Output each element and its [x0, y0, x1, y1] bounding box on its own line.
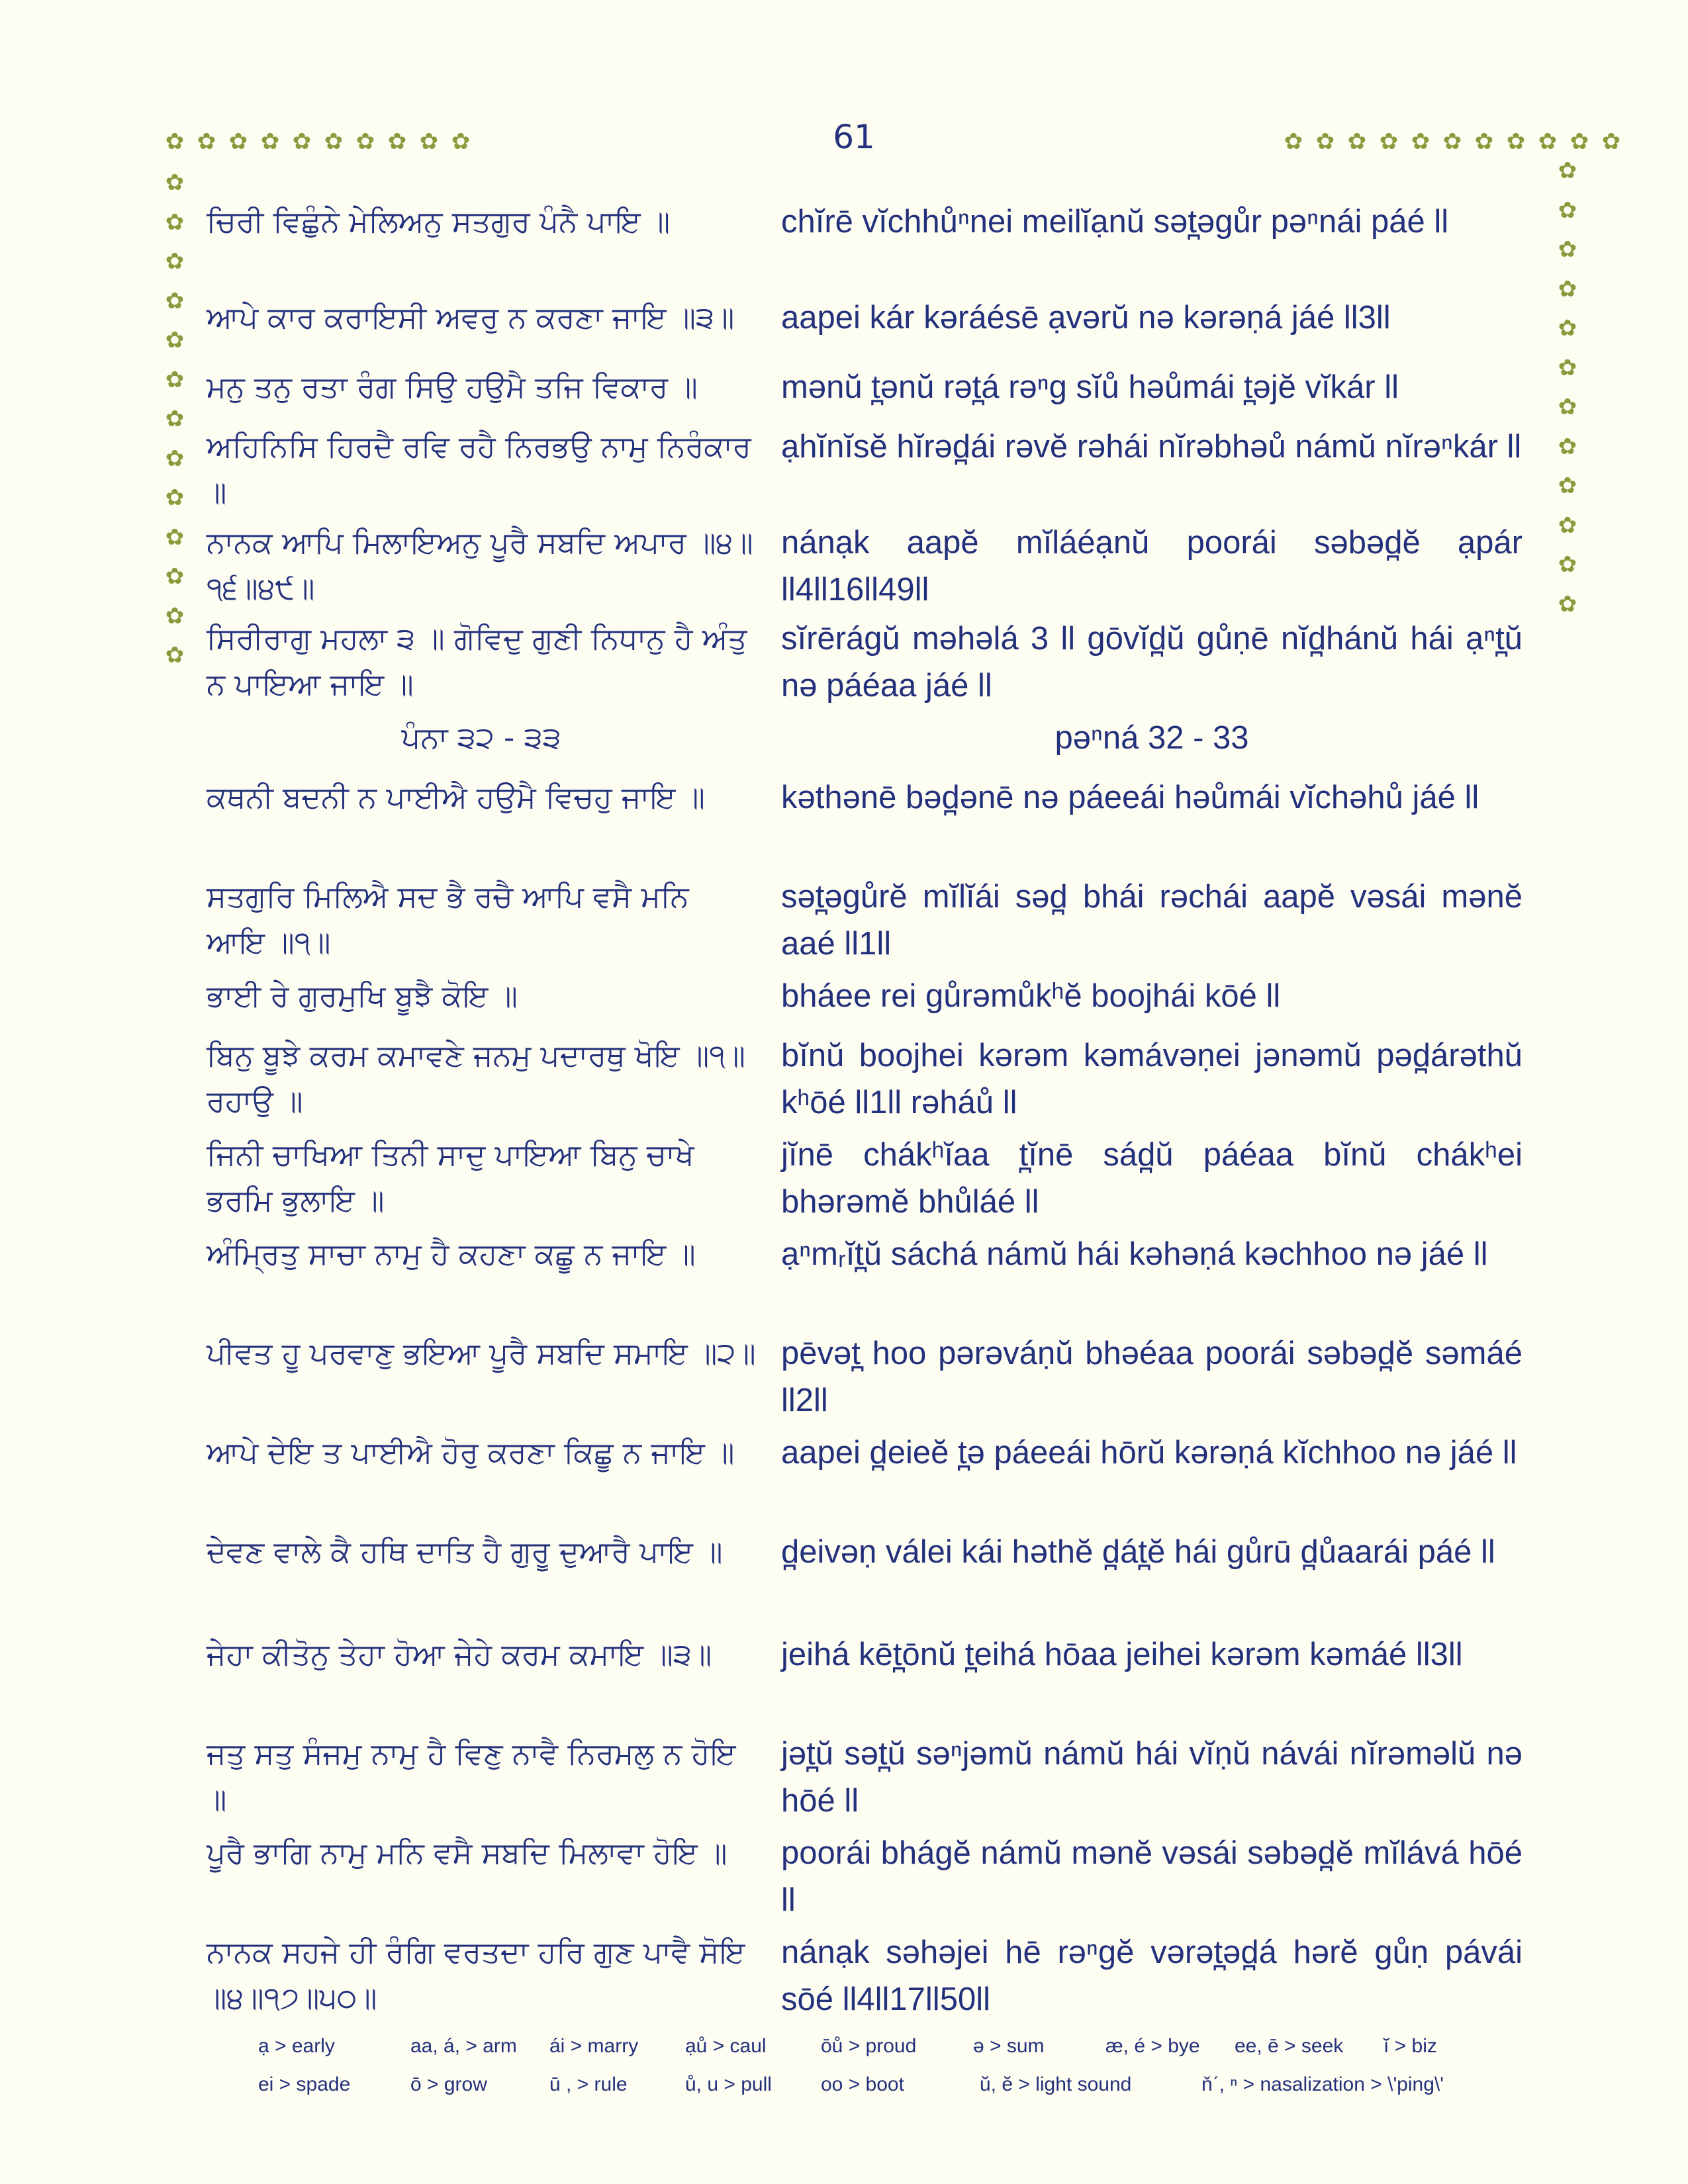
legend-item: ei > spade	[258, 2073, 351, 2095]
transliteration-line: nánạk aapĕ mĭláéạnŭ poorái səbəd̪ĕ ạpár ll4ll16ll49ll	[781, 525, 1523, 608]
legend-item: ňˊ, ⁿ > nasalization > \'ping\'	[1201, 2073, 1444, 2095]
legend-item: ōů > proud	[821, 2035, 917, 2057]
legend-item: ə > sum	[973, 2035, 1045, 2057]
legend-item: ō > grow	[410, 2073, 487, 2095]
transliteration-line: chĭrē vĭchhůⁿnei meilĭạnŭ sət̪əgůr pəⁿnái páé ll	[781, 204, 1449, 240]
transliteration-line: poorái bhágĕ námŭ mənĕ vəsái səbəd̪ĕ mĭlává hōé ll	[781, 1835, 1523, 1918]
gurmukhi-line: ਬਿਨੁ ਬੂਝੇ ਕਰਮ ਕਮਾਵਣੇ ਜਨਮੁ ਪਦਾਰਥੁ ਖੋਇ ॥੧॥ ਰਹਾਉ ॥	[207, 1038, 746, 1118]
transliteration-line: jeihá kēt̪ōnŭ t̪eihá hōaa jeihei kərəm kəmáé ll3ll	[781, 1637, 1463, 1672]
transliteration-line: bĭnŭ boojhei kərəm kəmávəṇei jənəmŭ pəd̪árəthŭ kʰōé ll1ll rəháů ll	[781, 1038, 1523, 1120]
transliteration-line: mənŭ t̪ənŭ rət̪á rəⁿg sĭů həůmái t̪əjĕ vĭkár ll	[781, 369, 1399, 405]
legend-item: æ, é > bye	[1105, 2035, 1200, 2057]
gurmukhi-line: ਭਾਈ ਰੇ ਗੁਰਮੁਖਿ ਬੂਝੈ ਕੋਇ ॥	[207, 978, 518, 1013]
legend-item: ạ > early	[258, 2035, 335, 2057]
legend-item: ee, ē > seek	[1235, 2035, 1344, 2057]
gurmukhi-line: ਜੇਹਾ ਕੀਤੋਨੁ ਤੇਹਾ ਹੋਆ ਜੇਹੇ ਕਰਮ ਕਮਾਇ ॥੩॥	[207, 1637, 712, 1672]
gurmukhi-line: ਪੂਰੈ ਭਾਗਿ ਨਾਮੁ ਮਨਿ ਵਸੈ ਸਬਦਿ ਮਿਲਾਵਾ ਹੋਇ ॥	[207, 1835, 727, 1870]
gurmukhi-line: ਕਥਨੀ ਬਦਨੀ ਨ ਪਾਈਐ ਹਉਮੈ ਵਿਚਹੁ ਜਾਇ ॥	[207, 780, 705, 815]
transliteration-line: aapei kár kəráésē ạvərŭ nə kərəṇá jáé ll3ll	[781, 300, 1391, 336]
gurmukhi-line: ਜਿਨੀ ਚਾਖਿਆ ਤਿਨੀ ਸਾਦੁ ਪਾਇਆ ਬਿਨੁ ਚਾਖੇ ਭਰਮਿ ਭੁਲਾਇ ॥	[207, 1137, 694, 1218]
transliteration-line: ạⁿmᵣĭt̪ŭ sáchá námŭ hái kəhəṇá kəchhoo nə jáé ll	[781, 1236, 1488, 1272]
gurmukhi-line: ਨਾਨਕ ਆਪਿ ਮਿਲਾਇਅਨੁ ਪੂਰੈ ਸਬਦਿ ਅਪਾਰ ॥੪॥੧੬॥੪੯॥	[207, 525, 753, 606]
gurmukhi-line: ਜਤੁ ਸਤੁ ਸੰਜਮੁ ਨਾਮੁ ਹੈ ਵਿਣੁ ਨਾਵੈ ਨਿਰਮਲੁ ਨ ਹੋਇ ॥	[207, 1736, 736, 1817]
pronunciation-legend-row-1	[258, 2035, 1503, 2058]
legend-item: ạů > caul	[685, 2035, 767, 2057]
legend-item: ái > marry	[549, 2035, 639, 2057]
pronunciation-legend-row-2	[258, 2073, 1503, 2096]
gurmukhi-line: ਨਾਨਕ ਸਹਜੇ ਹੀ ਰੰਗਿ ਵਰਤਦਾ ਹਰਿ ਗੁਣ ਪਾਵੈ ਸੋਇ ॥੪॥੧੭॥੫੦॥	[207, 1934, 745, 2015]
legend-item: ŭ, ĕ > light sound	[980, 2073, 1132, 2095]
legend-item: ů, u > pull	[685, 2073, 772, 2095]
legend-item: aa, á, > arm	[410, 2035, 517, 2057]
legend-item: ū , > rule	[549, 2073, 628, 2095]
page-number: 61	[833, 118, 875, 156]
transliteration-line: bháee rei gůrəmůkʰĕ boojhái kōé ll	[781, 978, 1281, 1014]
gurmukhi-line: ਚਿਰੀ ਵਿਛੁੰਨੇ ਮੇਲਿਅਨੁ ਸਤਗੁਰ ਪੰਨੈ ਪਾਇ ॥	[207, 204, 671, 239]
legend-item: ĭ > biz	[1383, 2035, 1437, 2057]
legend-item: oo > boot	[821, 2073, 904, 2095]
gurmukhi-line: ਸਤਗੁਰਿ ਮਿਲਿਐ ਸਦ ਭੈ ਰਚੈ ਆਪਿ ਵਸੈ ਮਨਿ ਆਇ ॥੧॥	[207, 879, 689, 960]
gurmukhi-line: ਦੇਵਣ ਵਾਲੇ ਕੈ ਹਥਿ ਦਾਤਿ ਹੈ ਗੁਰੂ ਦੁਆਰੈ ਪਾਇ ॥	[207, 1534, 723, 1569]
gurmukhi-line: ਸਿਰੀਰਾਗੁ ਮਹਲਾ ੩ ॥ ਗੋਵਿਦੁ ਗੁਣੀ ਨਿਧਾਨੁ ਹੈ ਅੰਤੁ ਨ ਪਾਇਆ ਜਾਇ ॥	[207, 621, 747, 702]
gurmukhi-line: ਅਹਿਨਿਸਿ ਹਿਰਦੈ ਰਵਿ ਰਹੈ ਨਿਰਭਉ ਨਾਮੁ ਨਿਰੰਕਾਰ ॥	[207, 429, 751, 510]
gurmukhi-line: ਆਪੇ ਦੇਇ ਤ ਪਾਈਐ ਹੋਰੁ ਕਰਣਾ ਕਿਛੂ ਨ ਜਾਇ ॥	[207, 1435, 735, 1470]
gurmukhi-line: ਆਪੇ ਕਾਰ ਕਰਾਇਸੀ ਅਵਰੁ ਨ ਕਰਣਾ ਜਾਇ ॥੩॥	[207, 300, 735, 335]
gurmukhi-line: ਪੀਵਤ ਹੂ ਪਰਵਾਣੁ ਭਇਆ ਪੂਰੈ ਸਬਦਿ ਸਮਾਇ ॥੨॥	[207, 1336, 756, 1371]
transliteration-line: aapei d̪eieĕ t̪ə páeeái hōrŭ kərəṇá kĭchhoo nə jáé ll	[781, 1435, 1517, 1471]
transliteration-line: sĭrērágŭ məhəlá 3 ll gōvĭd̪ŭ gůṇē nĭd̪hánŭ hái ạⁿt̪ŭ nə páéaa jáé ll	[781, 621, 1523, 704]
page-reference-gurmukhi: ਪੰਨਾ ੩੨ - ੩੩	[401, 720, 561, 755]
transliteration-line: pēvət̪ hoo pərəváṇŭ bhəéaa poorái səbəd̪ĕ səmáé ll2ll	[781, 1336, 1523, 1418]
transliteration-line: sət̪əgůrĕ mĭlĭái səd̪ bhái rəchái aapĕ vəsái mənĕ aaé ll1ll	[781, 879, 1523, 962]
transliteration-line: nánạk səhəjei hē rəⁿgĕ vərət̪əd̪á hərĕ gůṇ pávái sōé ll4ll17ll50ll	[781, 1934, 1523, 2017]
transliteration-line: jət̪ŭ sət̪ŭ səⁿjəmŭ námŭ hái vĭṇŭ návái nĭrəməlŭ nə hōé ll	[781, 1736, 1523, 1819]
gurmukhi-line: ਮਨੁ ਤਨੁ ਰਤਾ ਰੰਗ ਸਿਉ ਹਉਮੈ ਤਜਿ ਵਿਕਾਰ ॥	[207, 369, 698, 404]
transliteration-line: jĭnē chákʰĭaa t̪ĭnē sád̪ŭ páéaa bĭnŭ chákʰei bhərəmĕ bhůláé ll	[781, 1137, 1523, 1220]
page-reference-transliteration: pəⁿná 32 - 33	[1055, 720, 1249, 756]
transliteration-line: ạhĭnĭsĕ hĭrəd̪ái rəvĕ rəhái nĭrəbhəů námŭ nĭrəⁿkár ll	[781, 429, 1522, 465]
transliteration-line: kəthənē bəd̪ənē nə páeeái həůmái vĭchəhů jáé ll	[781, 780, 1479, 815]
gurmukhi-line: ਅੰਮ੍ਰਿਤੁ ਸਾਚਾ ਨਾਮੁ ਹੈ ਕਹਣਾ ਕਛੂ ਨ ਜਾਇ ॥	[207, 1236, 696, 1271]
transliteration-line: d̪eivəṇ válei kái həthĕ d̪át̪ĕ hái gůrū d̪ůaarái páé ll	[781, 1534, 1495, 1570]
